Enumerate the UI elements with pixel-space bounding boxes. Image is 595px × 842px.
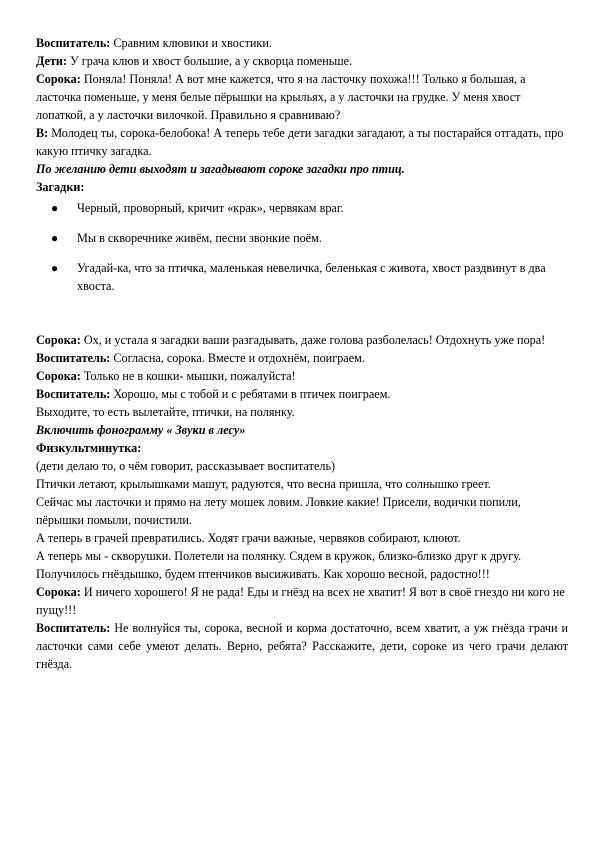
dialogue-line	[36, 70, 568, 124]
stage-remark: Включить фонограмму « Звуки в лесу»	[36, 423, 246, 437]
exercise-text	[36, 457, 568, 583]
riddles-title: Загадки:	[36, 180, 85, 194]
dialogue-text: Сравним клювики и хвостики.	[110, 36, 272, 50]
dialogue-text: У грача клюв и хвост большие, а у скворца поменьше.	[67, 54, 353, 68]
exercise-line: А теперь в грачей превратились. Ходят грачи важные, червяков собирают, клюют.	[36, 531, 461, 545]
dialogue-line	[36, 124, 568, 160]
speaker-label: Сорока:	[36, 72, 81, 86]
dialogue-line	[36, 385, 568, 403]
dialogue-line	[36, 583, 568, 619]
exercise-title: Физкультминутка:	[36, 441, 142, 455]
riddles-list	[36, 199, 568, 295]
speaker-label: Воспитатель:	[36, 36, 111, 50]
riddle-text: Черный, проворный, кричит «крак», червякам враг.	[77, 201, 344, 215]
dialogue-text: Выходите, то есть вылетайте, птички, на полянку.	[36, 405, 295, 419]
dialogue-line	[36, 619, 568, 673]
dialogue-text: Ох, и устала я загадки ваши разгадывать, даже голова разболелась! Отдохнуть уже пора!	[80, 333, 546, 347]
dialogue-line	[36, 52, 568, 70]
dialogue-text: Поняла! Поняла! А вот мне кажется, что я на ласточку похожа!!! Только я большая, а ласточка поменьше, у меня белые пёрышки на крыльях, а у ласточки на грудке. У меня хвост лопаткой, а у ласточки вилочкой. Правильно я сравниваю?	[36, 72, 526, 122]
dialogue-block-2	[36, 331, 568, 421]
dialogue-text: Только не в кошки- мышки, пожалуйста!	[80, 369, 296, 383]
dialogue-line	[36, 403, 568, 421]
riddle-item	[36, 259, 568, 295]
dialogue-block-3	[36, 583, 568, 673]
list-spacer	[36, 217, 568, 229]
exercise-line: Птички летают, крылышками машут, радуются, что весна пришла, что солнышко греет.	[36, 477, 491, 491]
exercise-line: (дети делаю то, о чём говорит, рассказывает воспитатель)	[36, 459, 336, 473]
dialogue-text: Не волнуйся ты, сорока, весной и корма достаточно, всем хватит, а уж гнёзда грачи и ласточки сами себе умеют делать. Верно, ребята? Расскажите, дети, сороке из чего грачи делают гнёзда.	[36, 621, 568, 671]
speaker-label: Дети:	[36, 54, 68, 68]
dialogue-text: И ничего хорошего! Я не рада! Еды и гнёзд на всех не хватит! Я вот в своё гнездо ни кого не пущу!!!	[36, 585, 565, 617]
dialogue-line	[36, 331, 568, 349]
speaker-label: Сорока:	[36, 369, 81, 383]
bullet-icon: ●	[51, 231, 59, 245]
speaker-label: Сорока:	[36, 333, 81, 347]
stage-remark: По желанию дети выходят и загадывают сороке загадки про птиц.	[36, 162, 405, 176]
dialogue-line	[36, 34, 568, 52]
riddle-text: Угадай-ка, что за птичка, маленькая невеличка, беленькая с живота, хвост раздвинут в два хвоста.	[77, 261, 546, 293]
speaker-label: Сорока:	[36, 585, 81, 599]
speaker-label: Воспитатель:	[36, 351, 111, 365]
list-spacer	[36, 247, 568, 259]
riddle-item	[36, 199, 568, 217]
bullet-icon: ●	[51, 201, 59, 215]
exercise-line: Сейчас мы ласточки и прямо на лету мошек ловим. Ловкие какие! Присели, водички попили, пёрышки помыли, почистили.	[36, 495, 521, 527]
dialogue-block-1	[36, 34, 568, 160]
dialogue-text: Согласна, сорока. Вместе и отдохнём, поиграем.	[110, 351, 365, 365]
document-page	[36, 34, 568, 673]
riddle-text: Мы в скворечнике живём, песни звонкие поём.	[77, 231, 322, 245]
speaker-label: Воспитатель:	[36, 621, 111, 635]
dialogue-text: Хорошо, мы с тобой и с ребятами в птичек поиграем.	[110, 387, 391, 401]
exercise-line: А теперь мы - скворушки. Полетели на полянку. Сядем в кружок, близко-близко друг к другу. Получилось гнёздышко, будем птенчиков высиживать. Как хорошо весной, радостно!!!	[36, 549, 522, 581]
section-spacer	[36, 295, 568, 331]
riddle-item	[36, 229, 568, 247]
dialogue-line	[36, 367, 568, 385]
speaker-label: Воспитатель:	[36, 387, 111, 401]
dialogue-line	[36, 349, 568, 367]
dialogue-text: Молодец ты, сорока-белобока! А теперь тебе дети загадки загадают, а ты постарайся отгадать, про какую птичку загадка.	[36, 126, 564, 158]
speaker-label: В:	[36, 126, 49, 140]
bullet-icon: ●	[51, 261, 59, 275]
